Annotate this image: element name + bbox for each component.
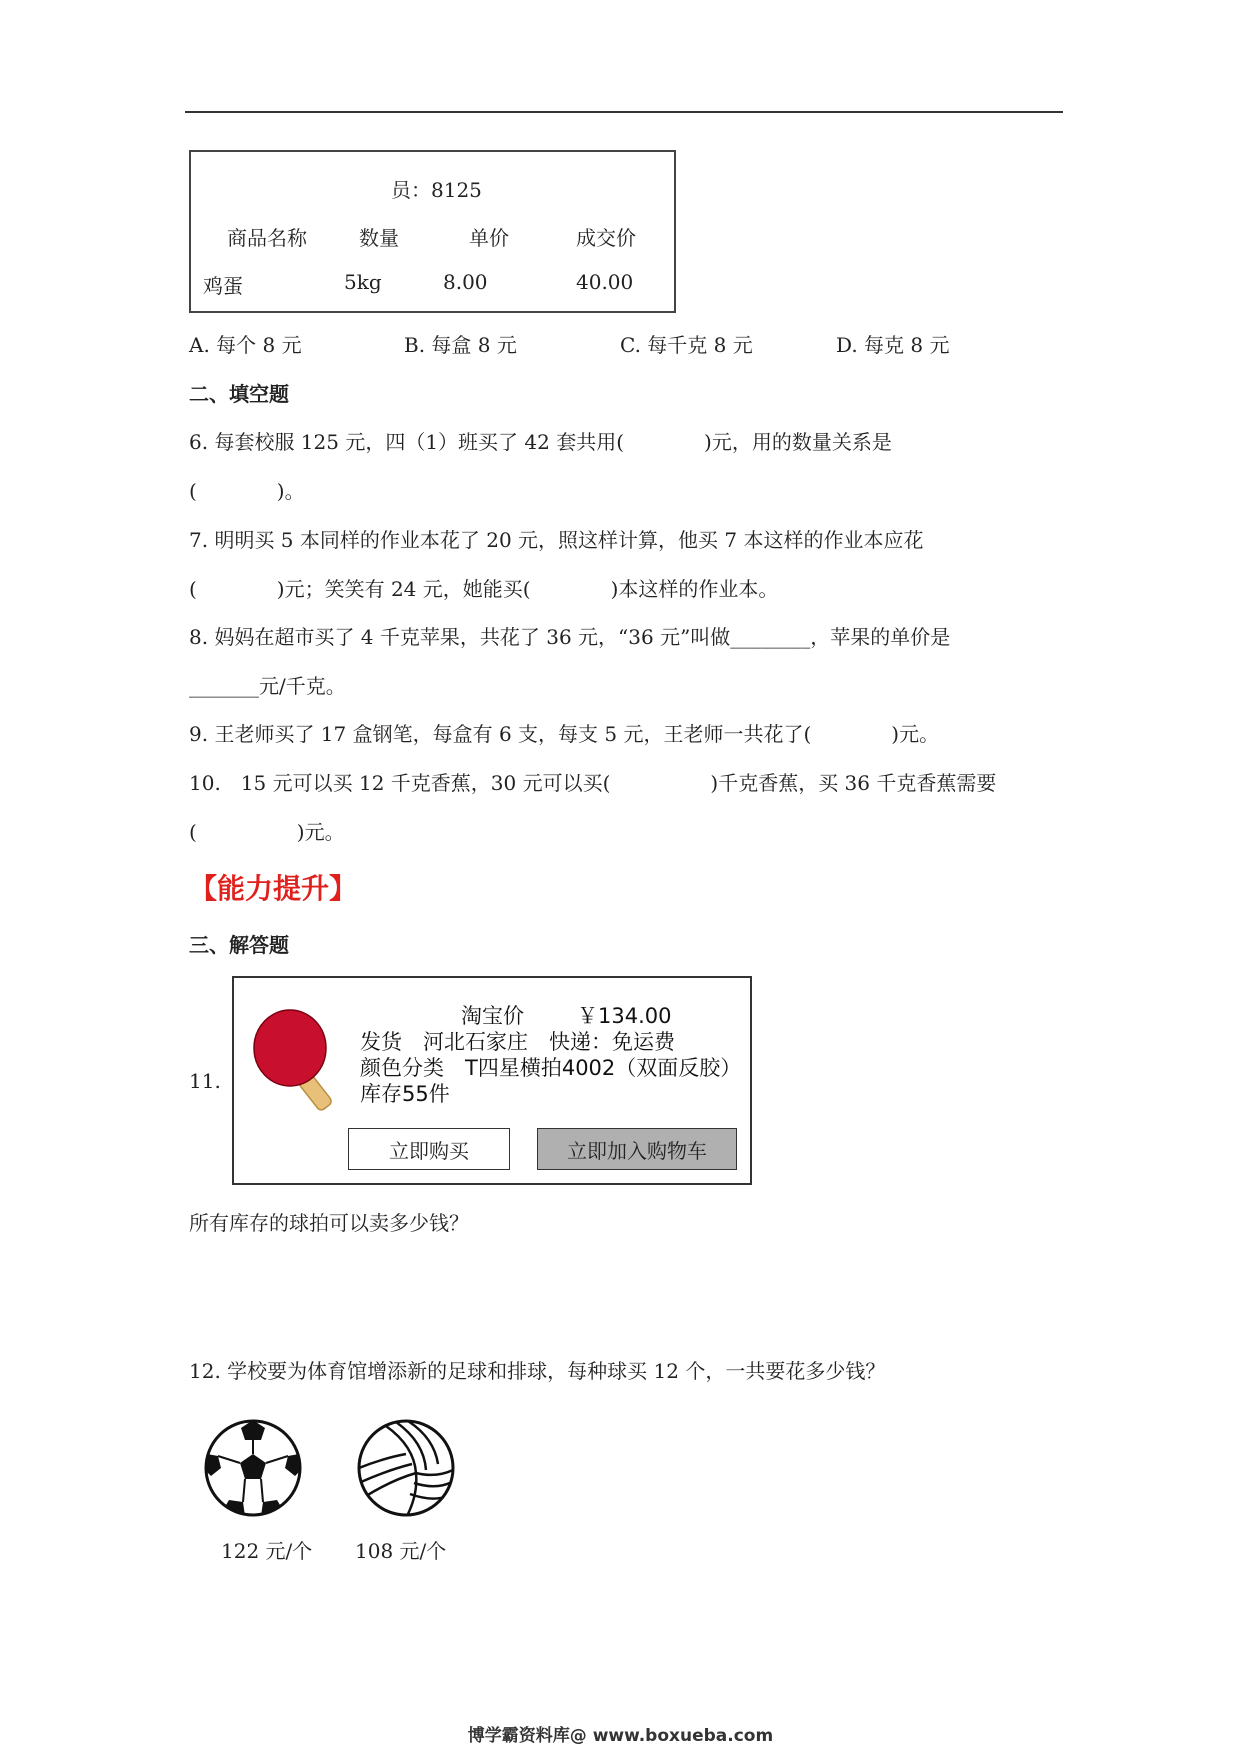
- option-b: B. 每盒 8 元: [404, 333, 517, 357]
- question-10-line1: 10. 15 元可以买 12 千克香蕉，30 元可以买( )千克香蕉，买 36 千克香蕉需要: [189, 771, 997, 795]
- buy-now-button[interactable]: 立即购买: [348, 1128, 510, 1170]
- ability-heading: 【能力提升】: [189, 872, 358, 905]
- question-7-line1: 7. 明明买 5 本同样的作业本花了 20 元，照这样计算，他买 7 本这样的作业本应花: [189, 528, 924, 552]
- receipt-item-unit-price: 8.00: [443, 270, 488, 294]
- receipt-col-name: 商品名称: [227, 226, 307, 250]
- question-8-line1: 8. 妈妈在超市买了 4 千克苹果，共花了 36 元，“36 元”叫做________，苹果的单价是: [189, 625, 951, 649]
- taobao-price: ￥134.00: [577, 1004, 672, 1028]
- receipt-box: [189, 150, 676, 313]
- receipt-item-total: 40.00: [576, 270, 634, 294]
- footer-watermark: 博学霸资料库@ www.boxueba.com: [467, 1726, 774, 1746]
- question-9: 9. 王老师买了 17 盒钢笔，每盒有 6 支，每支 5 元，王老师一共花了( )元。: [189, 722, 940, 746]
- question-6-line1: 6. 每套校服 125 元，四（1）班买了 42 套共用( )元，用的数量关系是: [189, 430, 892, 454]
- taobao-price-label: 淘宝价: [461, 1004, 524, 1028]
- question-12: 12. 学校要为体育馆增添新的足球和排球，每种球买 12 个，一共要花多少钱？: [189, 1359, 886, 1383]
- section-answer: 三、解答题: [189, 933, 289, 957]
- question-8-line2: _______元/千克。: [189, 674, 346, 698]
- football-icon: [203, 1418, 303, 1518]
- option-c: C. 每千克 8 元: [620, 333, 753, 357]
- receipt-item-qty: 5kg: [344, 270, 382, 294]
- shipping-info: 发货 河北石家庄 快递：免运费: [360, 1030, 675, 1054]
- volleyball-price: 108 元/个: [355, 1539, 447, 1563]
- ping-pong-paddle-icon: [248, 1008, 358, 1118]
- shop-panel: [232, 976, 752, 1185]
- option-a: A. 每个 8 元: [189, 333, 302, 357]
- color-category: 颜色分类 T四星横拍4002（双面反胶）: [360, 1056, 742, 1080]
- question-10-line2: ( )元。: [189, 820, 345, 844]
- receipt-col-unit-price: 单价: [469, 226, 509, 250]
- question-7-line2: ( )元；笑笑有 24 元，她能买( )本这样的作业本。: [189, 577, 779, 601]
- question-6-line2: ( )。: [189, 479, 305, 503]
- option-d: D. 每克 8 元: [836, 333, 950, 357]
- section-fill-blank: 二、填空题: [189, 382, 289, 406]
- receipt-item-name: 鸡蛋: [203, 274, 243, 298]
- question-11-number: 11.: [189, 1069, 221, 1093]
- stock-count: 库存55件: [360, 1082, 450, 1106]
- receipt-col-qty: 数量: [359, 226, 399, 250]
- add-to-cart-button[interactable]: 立即加入购物车: [537, 1128, 737, 1170]
- football-price: 122 元/个: [221, 1539, 313, 1563]
- receipt-header: 员：8125: [391, 178, 482, 202]
- header-rule: [185, 111, 1063, 113]
- question-11-text: 所有库存的球拍可以卖多少钱？: [189, 1211, 469, 1235]
- receipt-col-total: 成交价: [576, 226, 636, 250]
- volleyball-icon: [356, 1418, 456, 1518]
